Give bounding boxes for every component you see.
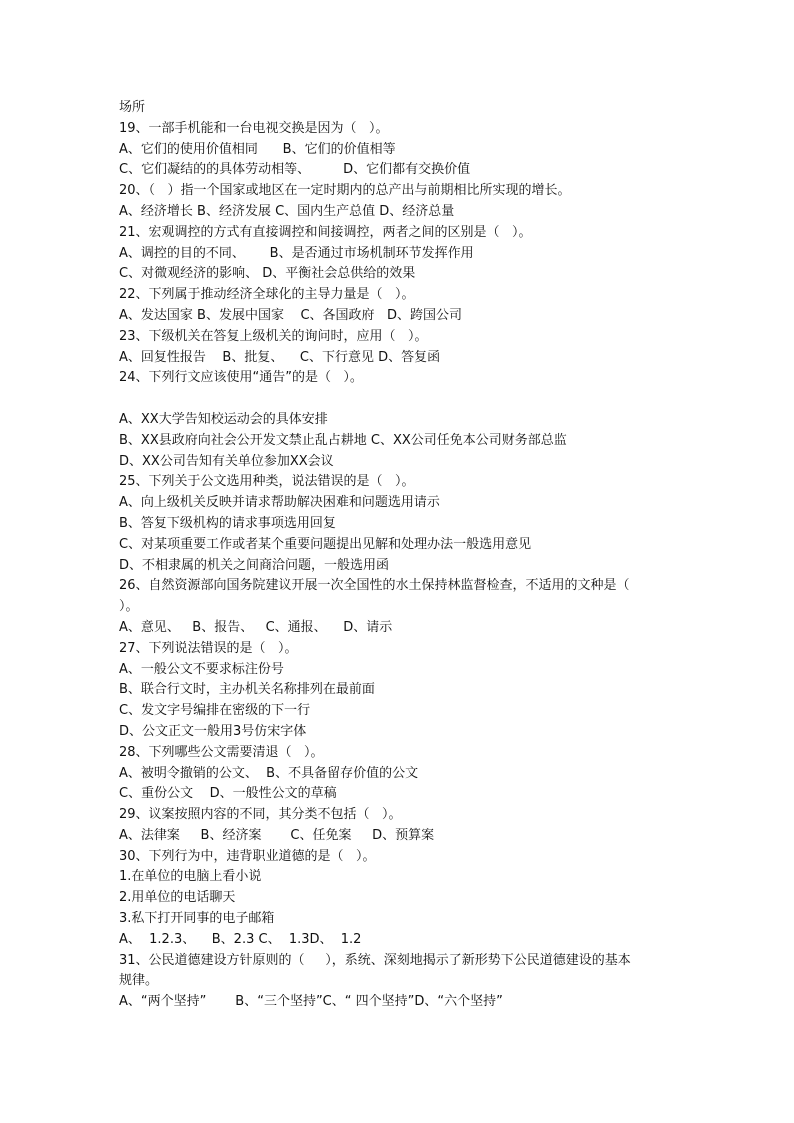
text-line: 26、自然资源部向国务院建议开展一次全国性的水土保持林监督检查，不适用的文种是（ xyxy=(119,578,630,594)
text-line: A、发达国家 B、发展中国家 C、各国政府 D、跨国公司 xyxy=(119,307,462,323)
text-line: 1.在单位的电脑上看小说 xyxy=(119,869,262,885)
text-line: 24、下列行文应该使用“通告”的是（ ）。 xyxy=(119,370,363,386)
text-line: A、回复性报告 B、批复、 C、下行意见 D、答复函 xyxy=(119,349,441,365)
text-line: D、不相隶属的机关之间商洽问题，一般选用函 xyxy=(119,557,390,573)
text-line: A、它们的使用价值相同 B、它们的价值相等 xyxy=(119,141,396,157)
text-line: 25、下列关于公文选用种类，说法错误的是（ ）。 xyxy=(119,474,415,490)
text-line: B、联合行文时，主办机关名称排列在最前面 xyxy=(119,682,375,698)
text-line: A、法律案 B、经济案 C、任免案 D、预算案 xyxy=(119,827,435,843)
text-line: 29、议案按照内容的不同，其分类不包括（ ）。 xyxy=(119,807,402,823)
text-line: ）。 xyxy=(119,599,139,615)
text-line: 3.私下打开同事的电子邮箱 xyxy=(119,911,275,927)
document-page xyxy=(119,98,679,1013)
text-line: C、对某项重要工作或者某个重要问题提出见解和处理办法一般选用意见 xyxy=(119,536,532,552)
text-line: C、重份公文 D、一般性公文的草稿 xyxy=(119,786,337,802)
text-line: D、XX公司告知有关单位参加XX会议 xyxy=(119,453,334,469)
text-line: 19、一部手机能和一台电视交换是因为（ ）。 xyxy=(119,120,389,136)
text-line: 28、下列哪些公文需要清退（ ）。 xyxy=(119,744,324,760)
text-line: A、意见、 B、报告、 C、通报、 D、请示 xyxy=(119,619,393,635)
text-line: B、XX县政府向社会公开发文禁止乱占耕地 C、XX公司任免本公司财务部总监 xyxy=(119,432,567,448)
text-line: C、对微观经济的影响、 D、平衡社会总供给的效果 xyxy=(119,266,416,282)
text-line: A、“两个坚持” B、“三个坚持”C、“ 四个坚持”D、“六个坚持” xyxy=(119,994,503,1010)
text-line: A、经济增长 B、经济发展 C、国内生产总值 D、经济总量 xyxy=(119,203,455,219)
text-line: A、向上级机关反映并请求帮助解决困难和问题选用请示 xyxy=(119,495,440,511)
text-line: 22、下列属于推动经济全球化的主导力量是（ ）。 xyxy=(119,287,415,303)
text-line: 21、宏观调控的方式有直接调控和间接调控，两者之间的区别是（ ）。 xyxy=(119,224,532,240)
text-line: 场所 xyxy=(119,100,146,115)
text-line: 30、下列行为中，违背职业道德的是（ ）。 xyxy=(119,848,376,864)
text-line: 规律。 xyxy=(119,973,159,989)
text-line: 27、下列说法错误的是（ ）。 xyxy=(119,640,298,656)
text-line: A、XX大学告知校运动会的具体安排 xyxy=(119,411,328,427)
text-line: D、公文正文一般用3号仿宋字体 xyxy=(119,723,307,739)
text-line: A、被明令撤销的公文、 B、不具备留存价值的公文 xyxy=(119,765,419,781)
text-line: C、它们凝结的的具体劳动相等、 D、它们都有交换价值 xyxy=(119,162,471,178)
text-line: 2.用单位的电话聊天 xyxy=(119,890,236,906)
text-line: 23、下级机关在答复上级机关的询问时，应用（ ）。 xyxy=(119,328,428,344)
text-line: 20、（ ）指一个国家或地区在一定时期内的总产出与前期相比所实现的增长。 xyxy=(119,183,571,199)
text-line: A、调控的目的不同、 B、是否通过市场机制环节发挥作用 xyxy=(119,245,474,261)
text-line: C、发文字号编排在密级的下一行 xyxy=(119,703,311,719)
text-line: A、 1.2.3、 B、2.3 C、 1.3D、 1.2 xyxy=(119,931,362,947)
blank-line xyxy=(119,389,679,410)
text-line: B、答复下级机构的请求事项选用回复 xyxy=(119,515,336,531)
text-line: A、一般公文不要求标注份号 xyxy=(119,661,284,677)
text-line: 31、公民道德建设方针原则的（ ），系统、深刻地揭示了新形势下公民道德建设的基本 xyxy=(119,952,631,968)
